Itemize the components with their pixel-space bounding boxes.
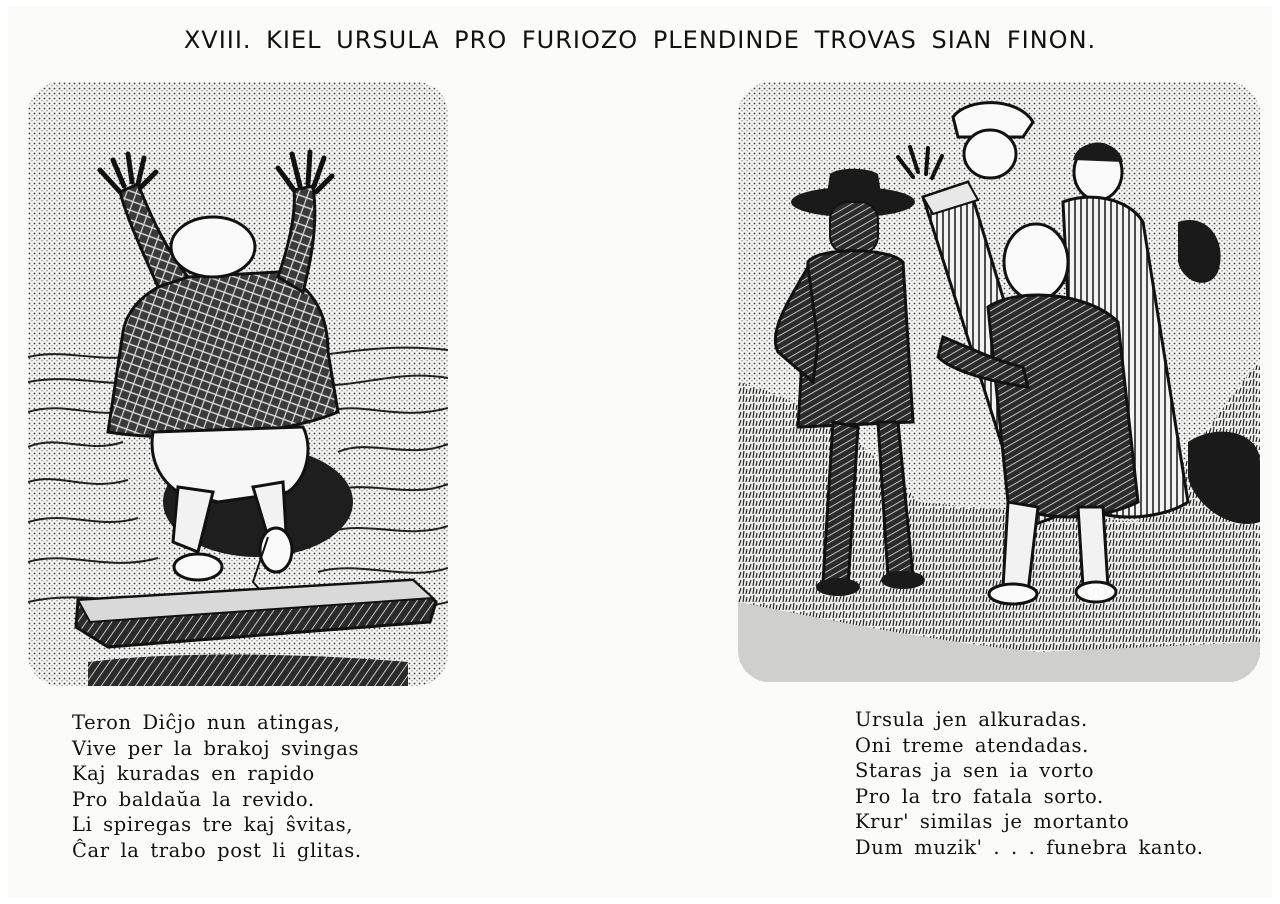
verse-line: Krur' similas je mortanto [855,810,1130,833]
verse-line: Li spiregas tre kaj ŝvitas, [72,813,353,836]
verse-line: Pro la tro fatala sorto. [855,784,1104,808]
right-verse [855,707,1204,860]
verse-line: Vive per la brakoj svingas [72,736,360,760]
verse-line: Dum muzik' . . . funebra kanto. [855,835,1204,859]
man-running-icon [28,82,448,686]
left-verse [72,710,362,863]
verse-line: Ursula jen alkuradas. [855,708,1088,731]
verse-line: Oni treme atendadas. [855,733,1089,757]
page-title: XVIII. KIEL URSULA PRO FURIOZO PLENDINDE TROVAS SIAN FINON. [183,26,1097,54]
funeral-group-icon [738,82,1260,682]
verse-line: Kaj kuradas en rapido [72,762,315,785]
verse-line: Ĉar la trabo post li glitas. [72,838,362,862]
verse-line: Teron Diĉjo nun atingas, [72,711,341,734]
verse-line: Pro baldaŭa la revido. [72,787,315,811]
illustration-left [28,82,448,686]
verse-line: Staras ja sen ia vorto [855,759,1095,782]
illustration-right [738,82,1260,682]
